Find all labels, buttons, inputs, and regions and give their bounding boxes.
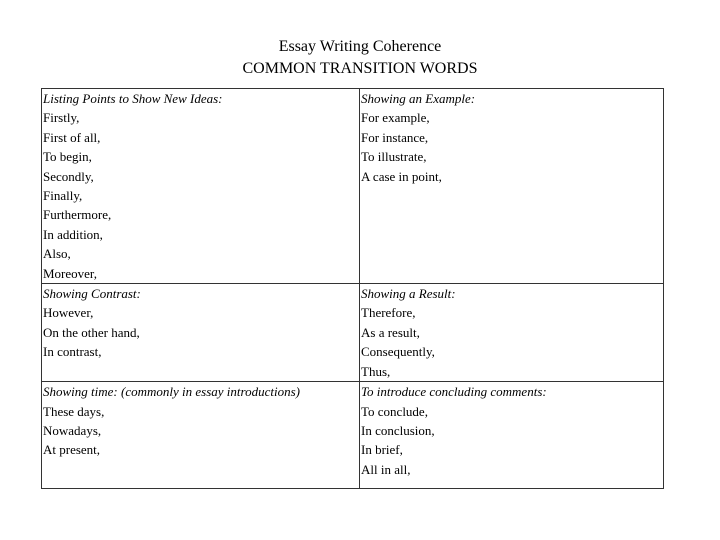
transition-word: Secondly, [43, 168, 94, 184]
section-items [361, 303, 663, 381]
section-cell [42, 89, 360, 284]
transition-word: Therefore, [361, 305, 416, 321]
transition-word: Thus, [361, 363, 391, 379]
transition-word: However, [43, 305, 94, 321]
document-title: Essay Writing Coherence [278, 38, 442, 55]
section-cell [42, 284, 360, 382]
section-items [43, 303, 359, 361]
table-row [42, 89, 664, 284]
section-heading: Listing Points to Show New Ideas: [43, 91, 223, 106]
transition-word: In contrast, [43, 344, 102, 360]
transition-word: Firstly, [43, 110, 80, 126]
transition-word: On the other hand, [43, 324, 140, 340]
transition-word: Moreover, [43, 265, 97, 281]
section-cell [360, 89, 664, 284]
section-cell [360, 382, 664, 489]
transition-word: In brief, [361, 442, 403, 458]
section-heading: Showing a Result: [361, 286, 456, 302]
section-heading: Showing time: (commonly in essay introductions) [43, 384, 300, 400]
transition-word: To illustrate, [361, 149, 427, 165]
transition-word: Also, [43, 246, 71, 262]
transition-word: For example, [361, 110, 430, 126]
transition-word: To conclude, [361, 403, 428, 419]
section-heading: To introduce concluding comments: [361, 384, 547, 400]
transition-word: First of all, [43, 129, 101, 145]
transition-word: In conclusion, [361, 422, 435, 438]
transition-word: In addition, [43, 226, 103, 242]
section-items [361, 108, 663, 186]
transition-word: These days, [43, 403, 105, 419]
section-heading: Showing Contrast: [43, 286, 141, 302]
document-subtitle: COMMON TRANSITION WORDS [242, 60, 478, 77]
section-cell [360, 284, 664, 382]
transition-words-table [41, 88, 664, 489]
table-row [42, 284, 664, 382]
transition-word: For instance, [361, 129, 429, 145]
section-items [361, 402, 663, 480]
section-cell [42, 382, 360, 489]
transition-word: At present, [43, 442, 101, 458]
transition-word: Nowadays, [43, 422, 102, 438]
section-items [43, 402, 359, 460]
transition-word: Consequently, [361, 344, 435, 360]
transition-word: Furthermore, [43, 207, 112, 223]
transition-word: To begin, [43, 149, 92, 165]
table-row [42, 382, 664, 489]
transition-word: All in all, [361, 461, 411, 477]
transition-word: Finally, [43, 188, 83, 204]
section-items [43, 108, 359, 283]
transition-word: As a result, [361, 324, 420, 340]
section-heading: Showing an Example: [361, 91, 476, 106]
transition-word: A case in point, [361, 168, 442, 184]
